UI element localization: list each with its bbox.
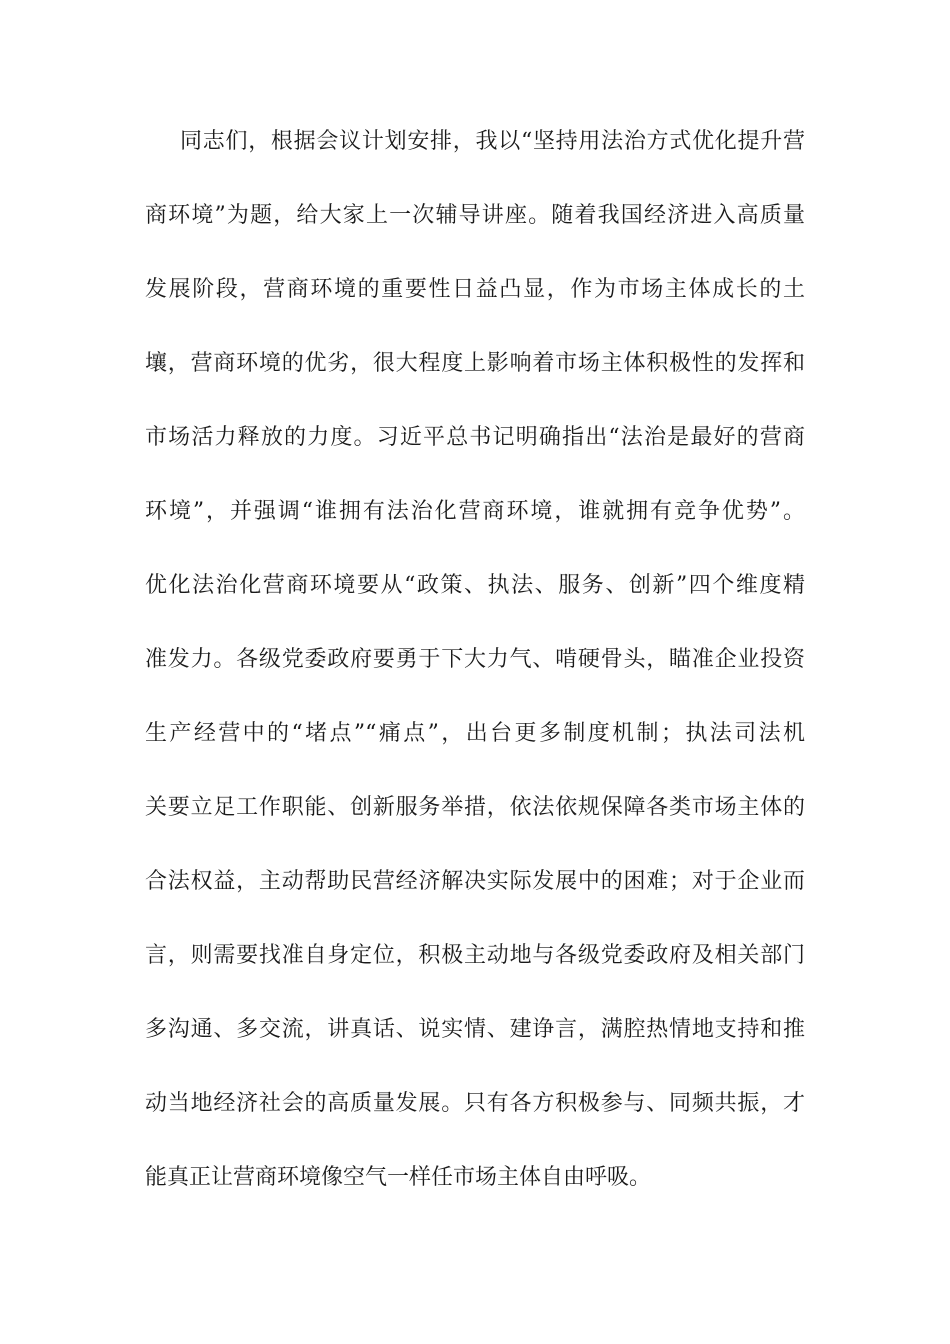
paragraph-line: 环境”，并强调“谁拥有法治化营商环境，谁就拥有竞争优势”。 [145,499,805,524]
paragraph-line: 动当地经济社会的高质量发展。只有各方积极参与、同频共振，才 [145,1091,805,1116]
paragraph-line: 生产经营中的“堵点”“痛点”，出台更多制度机制；执法司法机 [145,721,805,746]
paragraph-line: 优化法治化营商环境要从“政策、执法、服务、创新”四个维度精 [145,573,805,598]
paragraph-line: 壤，营商环境的优劣，很大程度上影响着市场主体积极性的发挥和 [145,351,805,376]
paragraph-line: 言，则需要找准自身定位，积极主动地与各级党委政府及相关部门 [145,943,805,968]
paragraph-line: 准发力。各级党委政府要勇于下大力气、啃硬骨头，瞄准企业投资 [145,647,805,672]
paragraph-line: 关要立足工作职能、创新服务举措，依法依规保障各类市场主体的 [145,795,805,820]
paragraph-line: 多沟通、多交流，讲真话、说实情、建诤言，满腔热情地支持和推 [145,1017,805,1042]
paragraph-line: 商环境”为题，给大家上一次辅导讲座。随着我国经济进入高质量 [145,203,805,228]
paragraph-line: 能真正让营商环境像空气一样任市场主体自由呼吸。 [145,1165,652,1190]
paragraph-line: 合法权益，主动帮助民营经济解决实际发展中的困难；对于企业而 [145,869,805,894]
paragraph-line: 发展阶段，营商环境的重要性日益凸显，作为市场主体成长的土 [145,277,805,302]
paragraph-line: 同志们，根据会议计划安排，我以“坚持用法治方式优化提升营 [180,129,805,154]
paragraph-line: 市场活力释放的力度。习近平总书记明确指出“法治是最好的营商 [145,425,805,450]
body-paragraph [145,124,805,1234]
